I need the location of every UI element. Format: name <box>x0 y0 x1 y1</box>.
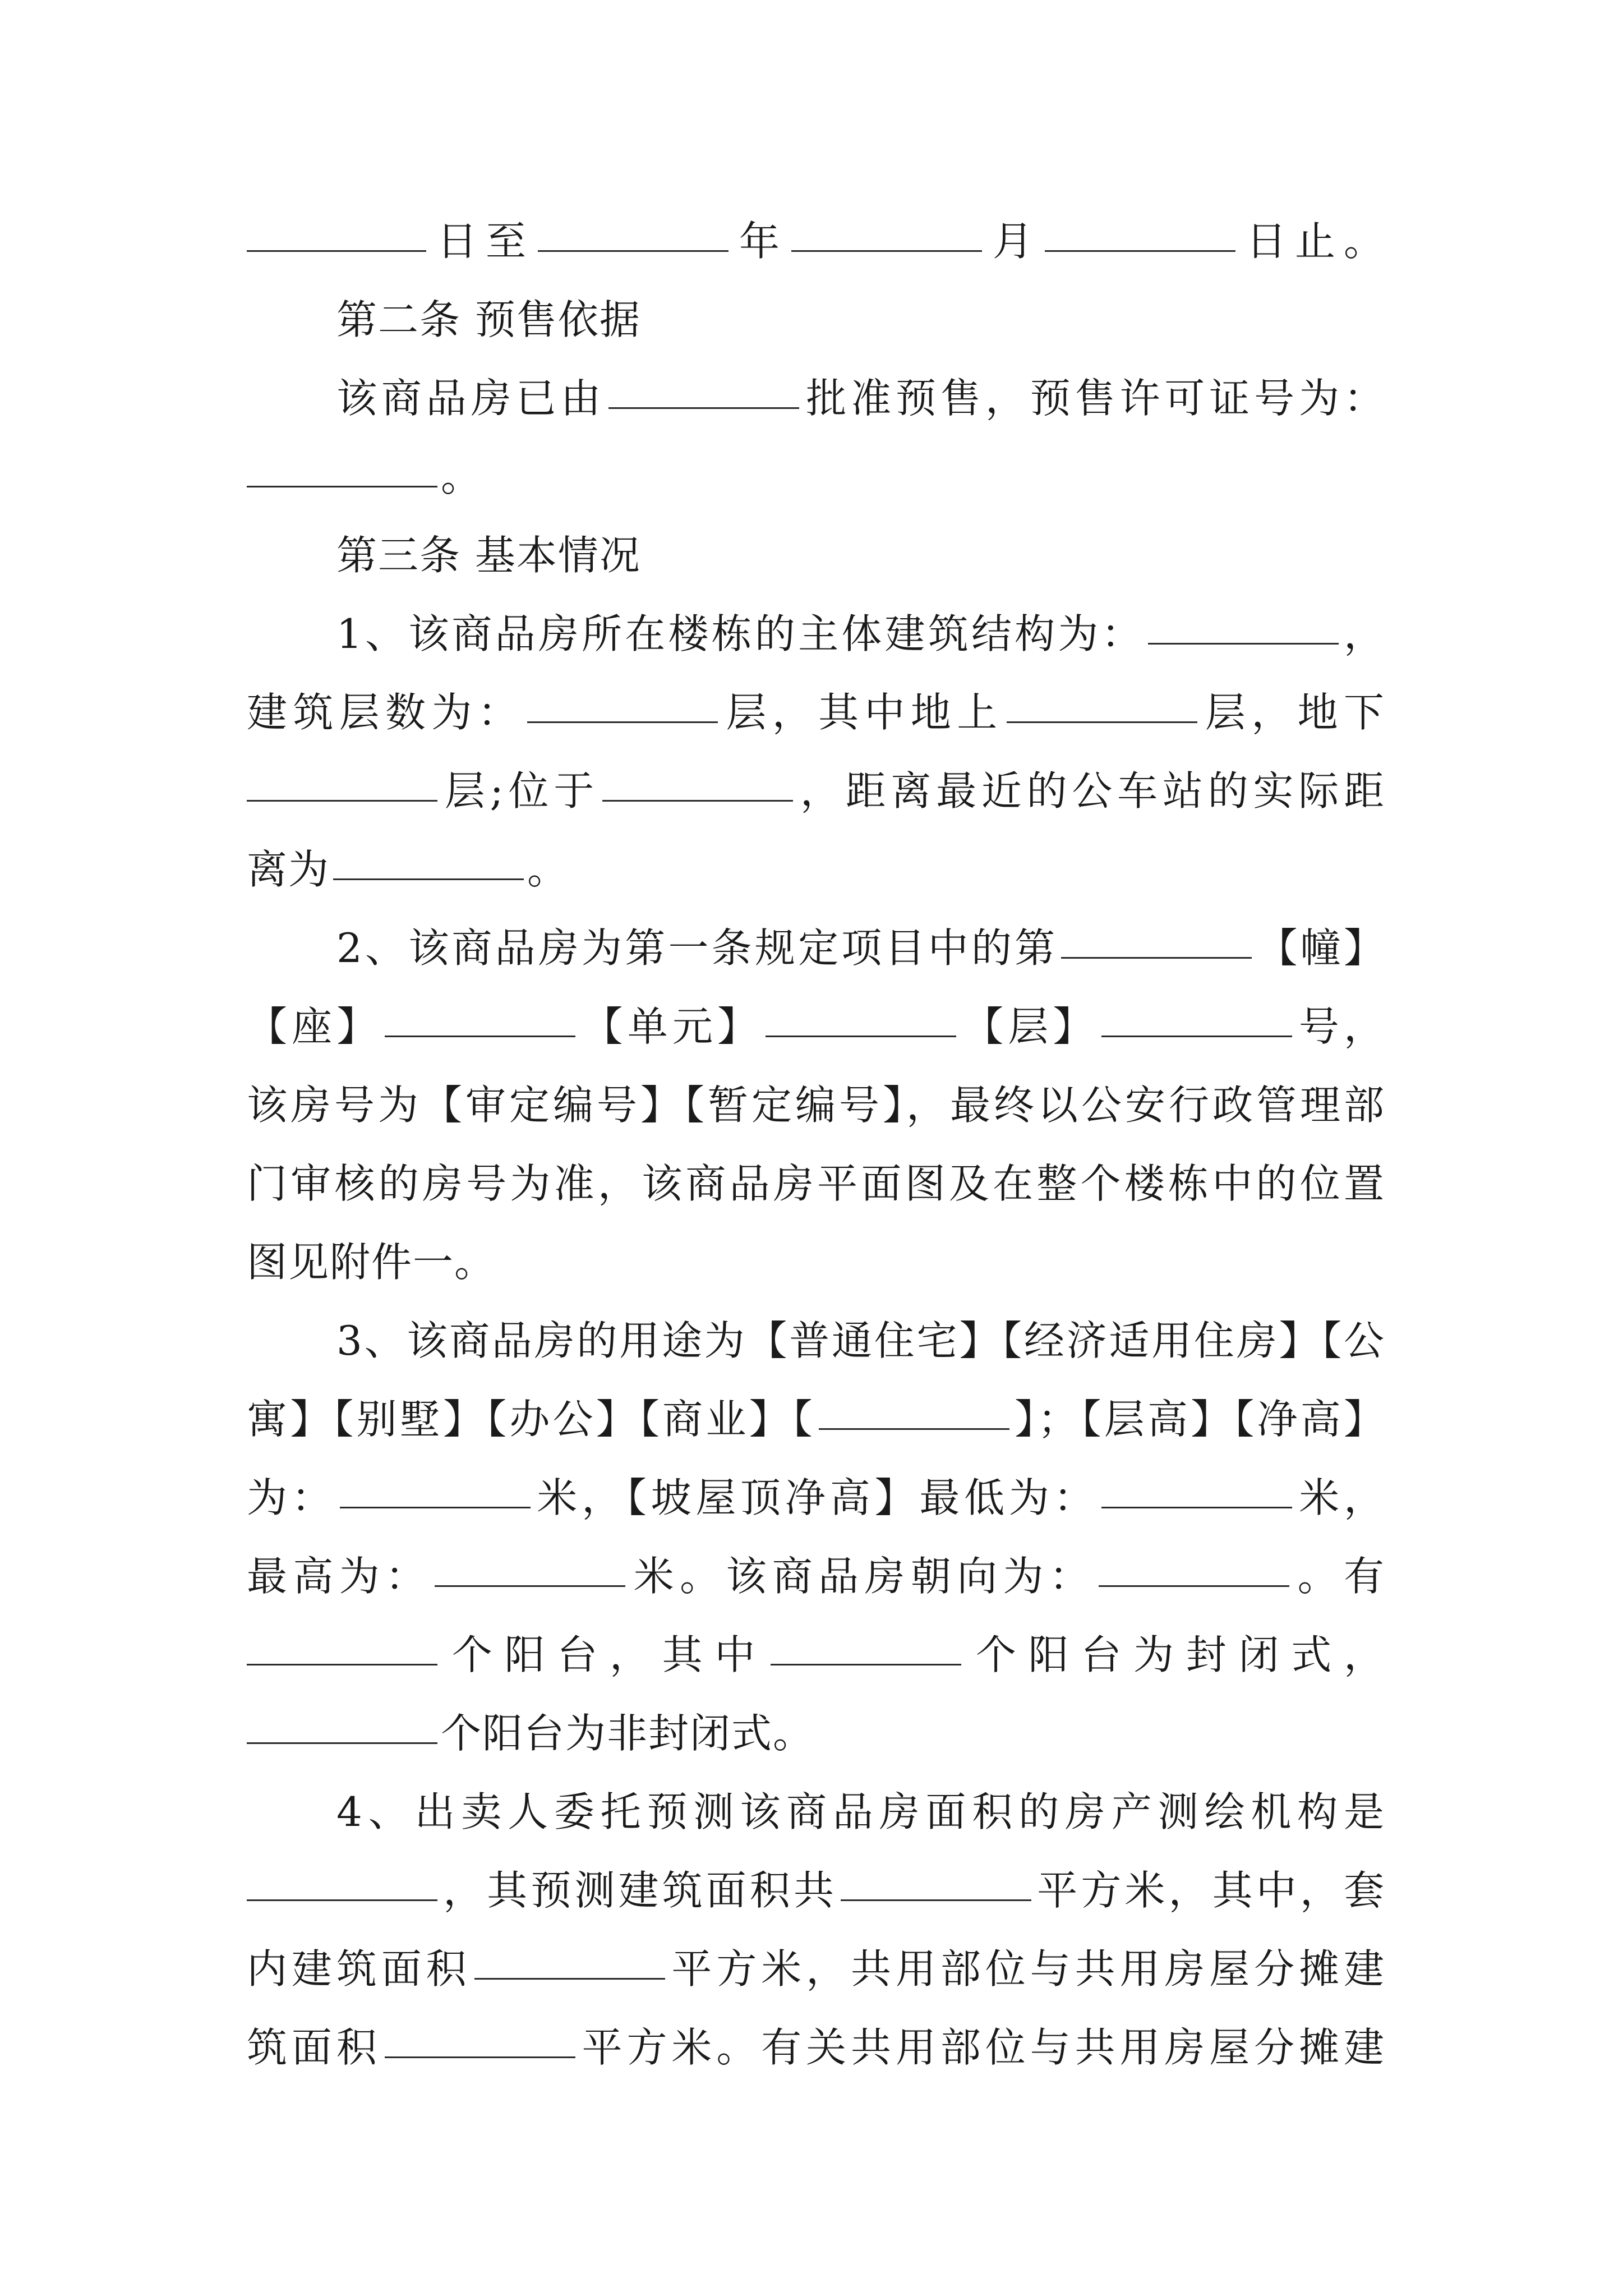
text-segment: 该房号为【审定编号】【暂定编号】，最终以公安行政管理部 <box>247 1082 1385 1129</box>
text-segment: 第二条 预售依据 <box>336 296 641 343</box>
fill-blank <box>1101 1504 1292 1508</box>
text-segment: 米。该商品房朝向为： <box>629 1553 1096 1600</box>
fill-blank <box>1099 1583 1289 1587</box>
text-segment: 为： <box>247 1474 336 1521</box>
text-line <box>336 1307 1385 1374</box>
text-segment: ，距离最近的公车站的实际距 <box>796 767 1385 815</box>
fill-blank <box>385 1033 575 1037</box>
text-line <box>247 1071 1385 1139</box>
text-segment: 寓】【别墅】【办公】【商业】【 <box>247 1396 815 1443</box>
text-segment: 批准预售，预售许可证号为： <box>803 375 1385 422</box>
text-segment: 。 <box>441 453 483 500</box>
text-segment: 平方米，其中，套 <box>1035 1867 1385 1914</box>
text-line <box>247 1935 1385 2003</box>
text-segment: 。 <box>527 846 569 893</box>
text-segment: 个阳台，其中 <box>441 1631 768 1678</box>
fill-blank <box>1007 719 1197 723</box>
text-segment: 3、该商品房的用途为【普通住宅】【经济适用住房】【公 <box>336 1317 1385 1364</box>
fill-blank <box>247 1897 437 1901</box>
section-heading <box>336 286 1385 353</box>
text-segment: 【层】 <box>960 1003 1098 1050</box>
text-line <box>247 993 1385 1060</box>
fill-blank <box>1101 1033 1292 1037</box>
fill-blank <box>771 1662 961 1665</box>
text-segment: 月 <box>985 218 1041 265</box>
text-line <box>336 1778 1385 1846</box>
text-line <box>247 1543 1385 1610</box>
text-segment: 日至 <box>430 218 534 265</box>
text-line <box>247 1700 1385 1767</box>
text-line <box>247 836 1385 903</box>
text-segment: 1、该商品房所在楼栋的主体建筑结构为： <box>336 610 1145 657</box>
fill-blank <box>385 2054 575 2058</box>
fill-blank <box>538 248 728 252</box>
text-segment: 【座】 <box>247 1003 382 1050</box>
text-segment: 个阳台为非封闭式。 <box>441 1710 815 1757</box>
text-segment: 门审核的房号为准，该商品房平面图及在整个楼栋中的位置 <box>247 1160 1385 1207</box>
text-segment: 个阳台为封闭式， <box>965 1631 1385 1678</box>
text-segment: ， <box>1341 610 1385 657</box>
text-line <box>247 757 1385 825</box>
text-segment: 建筑层数为： <box>247 689 524 736</box>
text-segment: 日止。 <box>1238 218 1385 265</box>
fill-blank <box>247 1662 437 1665</box>
fill-blank <box>247 248 426 252</box>
text-line <box>336 600 1385 668</box>
text-line <box>247 1386 1385 1453</box>
text-line <box>247 1150 1385 1217</box>
fill-blank <box>527 719 718 723</box>
text-line <box>247 208 1385 275</box>
fill-blank <box>791 248 982 252</box>
fill-blank <box>841 1897 1031 1901</box>
text-line <box>247 1621 1385 1688</box>
fill-blank <box>247 484 437 487</box>
fill-blank <box>340 1504 531 1508</box>
fill-blank <box>333 876 524 880</box>
fill-blank <box>1045 248 1235 252</box>
text-segment: 筑面积 <box>247 2024 381 2071</box>
text-line <box>247 1228 1385 1296</box>
text-segment: ，其预测建筑面积共 <box>441 1867 838 1914</box>
fill-blank <box>1061 955 1252 959</box>
text-line <box>247 1857 1385 1924</box>
fill-blank <box>435 1583 625 1587</box>
text-segment: 】；【层高】【净高】 <box>1012 1396 1385 1443</box>
text-segment: 4、出卖人委托预测该商品房面积的房产测绘机构是 <box>336 1788 1385 1835</box>
text-line <box>336 365 1385 432</box>
text-segment: 层，其中地上 <box>721 689 1003 736</box>
fill-blank <box>247 798 437 802</box>
text-line <box>247 1464 1385 1531</box>
text-segment: 平方米。有关共用部位与共用房屋分摊建 <box>578 2024 1385 2071</box>
text-segment: 米， <box>1295 1474 1385 1521</box>
text-segment: 层;位于 <box>441 767 600 815</box>
text-segment: 内建筑面积 <box>247 1945 471 1993</box>
text-segment: 【幢】 <box>1255 924 1385 972</box>
text-segment: 号， <box>1295 1003 1385 1050</box>
text-segment: 年 <box>731 218 788 265</box>
fill-blank <box>766 1033 956 1037</box>
text-segment: 第三条 基本情况 <box>336 532 641 579</box>
text-segment: 米，【坡屋顶净高】最低为： <box>533 1474 1099 1521</box>
fill-blank <box>608 405 799 409</box>
text-segment: 2、该商品房为第一条规定项目中的第 <box>336 924 1058 972</box>
text-segment: 。有 <box>1293 1553 1385 1600</box>
fill-blank <box>474 1976 665 1980</box>
text-segment: 离为 <box>247 846 330 893</box>
fill-blank <box>247 1740 437 1744</box>
fill-blank <box>1148 641 1339 645</box>
fill-blank <box>819 1426 1009 1430</box>
text-line <box>336 914 1385 982</box>
text-segment: 图见附件一。 <box>247 1239 496 1286</box>
text-segment: 最高为： <box>247 1553 432 1600</box>
text-segment: 【单元】 <box>579 1003 763 1050</box>
fill-blank <box>602 798 793 802</box>
text-segment: 平方米，共用部位与共用房屋分摊建 <box>668 1945 1385 1993</box>
text-line <box>247 679 1385 746</box>
text-segment: 该商品房已由 <box>336 375 606 422</box>
text-line <box>247 2014 1385 2081</box>
text-line <box>247 443 1385 510</box>
section-heading <box>336 522 1385 589</box>
text-segment: 层，地下 <box>1200 689 1385 736</box>
